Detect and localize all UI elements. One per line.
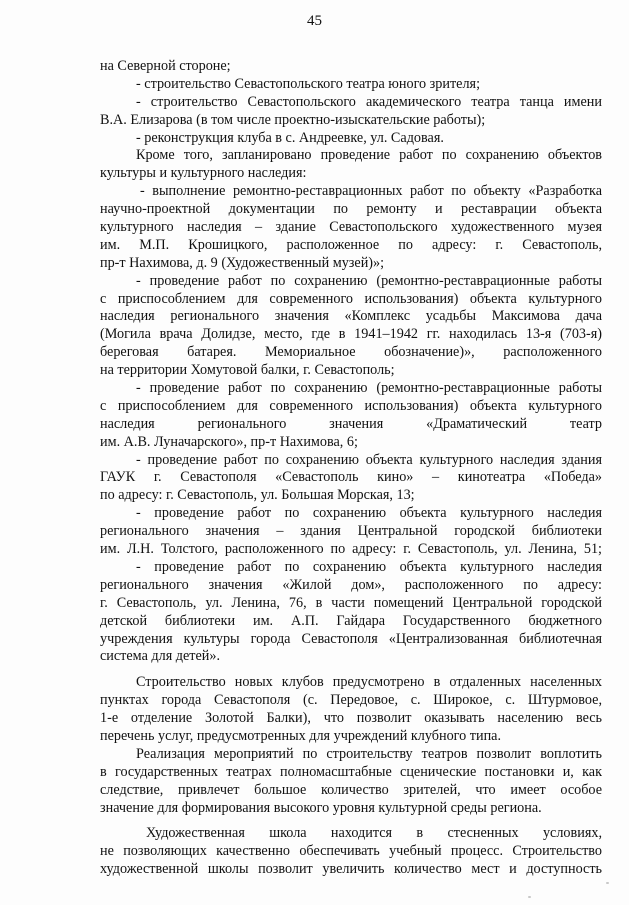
text-line: - выполнение ремонтно-реставрационных работ по объекту «Разработка	[140, 183, 602, 200]
text-line: им. Л.Н. Толстого, расположенного по адресу: г. Севастополь, ул. Ленина, 51;	[100, 541, 602, 558]
text-line: наследия регионального значения «Комплекс усадьбы Максимова дача	[100, 308, 602, 325]
text-line: Кроме того, запланировано проведение работ по сохранению объектов	[136, 147, 602, 164]
paragraph-gap	[100, 666, 602, 674]
text-line: пунктах города Севастополя (с. Передовое, с. Широкое, с. Штурмовое,	[100, 692, 602, 709]
text-line: береговая батарея. Мемориальное обозначение)», расположенного	[100, 344, 602, 361]
text-line: - проведение работ по сохранению объекта культурного наследия	[136, 558, 602, 575]
text-line: значение для формирования высокого уровня культурной среды региона.	[100, 799, 542, 816]
text-line: на территории Хомутовой балки, г. Севастополь;	[100, 362, 395, 379]
text-line: следствие, привлечет большое количество зрителей, что имеет особое	[100, 781, 602, 798]
text-line: В.А. Елизарова (в том числе проектно-изыскательские работы);	[100, 111, 486, 128]
text-line: в государственных театрах полномасштабные сценические постановки и, как	[100, 763, 602, 780]
text-line: им. А.В. Луначарского», пр-т Нахимова, 6;	[100, 433, 358, 450]
text-line: - проведение работ по сохранению объекта культурного наследия	[136, 505, 602, 522]
text-line: им. М.П. Крошицкого, расположенное по адресу: г. Севастополь,	[100, 236, 602, 253]
text-line: с приспособлением для современного использования) объекта культурного	[100, 397, 602, 414]
text-line: художественной школы позволит увеличить количество мест и доступность	[100, 861, 602, 878]
text-line: г. Севастополь, ул. Ленина, 76, в части помещений Центральной городской	[100, 594, 602, 611]
paragraph-gap	[100, 817, 602, 825]
text-line: пр-т Нахимова, д. 9 (Художественный музей)»;	[100, 254, 385, 271]
text-line: не позволяющих качественно обеспечивать учебный процесс. Строительство	[100, 843, 602, 860]
text-line: научно-проектной документации по ремонту и реставрации объекта	[100, 201, 602, 218]
text-line: детской библиотеки им. А.П. Гайдара Государственного бюджетного	[100, 612, 602, 629]
text-line: перечень услуг, предусмотренных для учреждений клубного типа.	[100, 727, 502, 744]
text-line: по адресу: г. Севастополь, ул. Большая Морская, 13;	[100, 487, 415, 504]
text-line: на Северной стороне;	[100, 58, 231, 74]
text-line: 1-е отделение Золотой Балки), что позволит оказывать населению весь	[100, 710, 602, 727]
text-line: ГАУК г. Севастополя «Севастополь кино» – кинотеатра «Победа»	[100, 469, 602, 486]
text-line: (Могила врача Долидзе, место, где в 1941–1942 гг. находилась 13-я (703-я)	[100, 326, 602, 343]
text-line: с приспособлением для современного использования) объекта культурного	[100, 290, 602, 307]
text-line: культурного наследия – здание Севастопольского художественного музея	[100, 219, 602, 236]
text-line: Строительство новых клубов предусмотрено в отдаленных населенных	[136, 674, 602, 691]
text-line: - строительство Севастопольского академического театра танца имени	[136, 93, 602, 110]
text-line: наследия регионального значения «Драматический театр	[100, 415, 602, 432]
text-line: регионального значения – здания Центральной городской библиотеки	[100, 523, 602, 540]
text-line: Реализация мероприятий по строительству театров позволит воплотить	[136, 745, 602, 762]
text-line: система для детей».	[100, 648, 221, 665]
page-number: 45	[307, 13, 322, 29]
text-line: - реконструкция клуба в с. Андреевке, ул. Садовая.	[136, 129, 444, 146]
text-line: учреждения культуры города Севастополя «Централизованная библиотечная	[100, 630, 602, 647]
scan-speck	[528, 896, 531, 898]
text-line: культуры и культурного наследия:	[100, 165, 307, 182]
text-line: - проведение работ по сохранению объекта культурного наследия здания	[136, 451, 602, 468]
text-line: регионального значения «Жилой дом», расположенного по адресу:	[100, 576, 602, 593]
body-text	[100, 58, 602, 879]
text-line: - строительство Севастопольского театра юного зрителя;	[136, 75, 481, 92]
text-line: Художественная школа находится в стесненных условиях,	[146, 825, 602, 842]
scan-speck	[606, 882, 609, 884]
text-line: - проведение работ по сохранению (ремонтно-реставрационные работы	[136, 272, 602, 289]
text-line: - проведение работ по сохранению (ремонтно-реставрационные работы	[136, 380, 602, 397]
